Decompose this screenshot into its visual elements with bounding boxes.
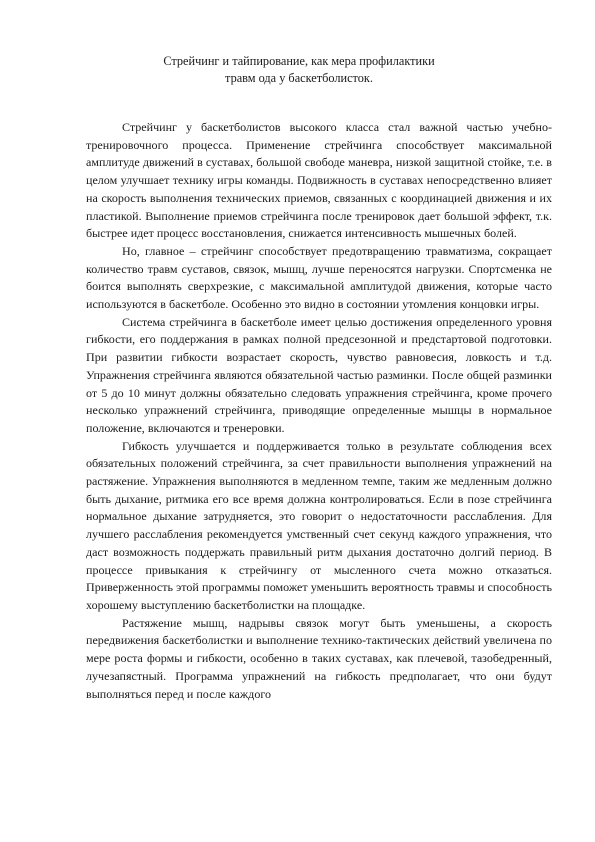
title-line-1: Стрейчинг и тайпирование, как мера профилактики	[163, 54, 435, 68]
paragraph-5: Растяжение мышц, надрывы связок могут быть уменьшены, а скорость передвижения баскетболистки и выполнение технико-тактических действий увеличена по мере роста формы и гибкости, особенно в таких суставах, как плечевой, тазобедренный, лучезапястный. Программа упражнений на гибкость предполагает, что они будут выполняться перед и после каждого	[86, 615, 552, 701]
paragraph-3: Система стрейчинга в баскетболе имеет целью достижения определенного уровня гибкости, его поддержания в рамках полной предсезонной и предстартовой подготовки. При развитии гибкости возрастает скорость, чувство равновесия, ловкость и т.д. Упражнения стрейчинга являются обязательной частью разминки. После общей разминки от 5 до 10 минут должны обязательно следовать упражнения стрейчинга, кроме прочего несколько упражнений стрейчинга, приводящие определенные мышцы в нормальное положение, включаются и тренеровки.	[86, 314, 552, 435]
document-body	[86, 119, 552, 703]
document-title	[86, 53, 512, 87]
paragraph-1: Стрейчинг у баскетболистов высокого класса стал важной частью учебно- тренировочного процесса. Применение стрейчинга способствует максимальной амплитуде движений в суставах, большой свободе маневра, низкой защитной стойке, т.е. в целом улучшает технику игры команды. Подвижность в суставах непосредственно влияет на скорость выполнения технических приемов, связанных с координацией движения и их пластикой. Выполнение приемов стрейчинга после тренировок дает большой эффект, т.к. быстрее идет процесс восстановления, снижается интенсивность мышечных болей.	[86, 120, 552, 241]
paragraph-2: Но, главное – стрейчинг способствует предотвращению травматизма, сокращает количество травм суставов, связок, мышц, лучше переносятся нагрузки. Спортсменка не боится выполнять сверхрезкие, с максимальной амплитудой движения, которые часто используются в баскетболе. Особенно это видно в состоянии утомления концовки игры.	[86, 243, 552, 312]
title-line-2: травм ода у баскетболисток.	[225, 71, 373, 85]
paragraph-4: Гибкость улучшается и поддерживается только в результате соблюдения всех обязательных положений стрейчинга, за счет правильности выполнения упражнений на растяжение. Упражнения выполняются в медленном темпе, таким же медленным должно быть дыхание, ритмика его все время должна контролироваться. Если в позе стрейчинга нормальное дыхание затрудняется, это говорит о недостаточности расслабления. Для лучшего расслабления рекомендуется умственный счет секунд каждого упражнения, что даст возможность поддержать правильный ритм дыхания достаточно долгий период. В процессе привыкания к стрейчингу от мысленного счета можно отказаться. Приверженность этой программы поможет уменьшить вероятность травмы и способность хорошему выступлению баскетболистки на площадке.	[86, 438, 552, 612]
